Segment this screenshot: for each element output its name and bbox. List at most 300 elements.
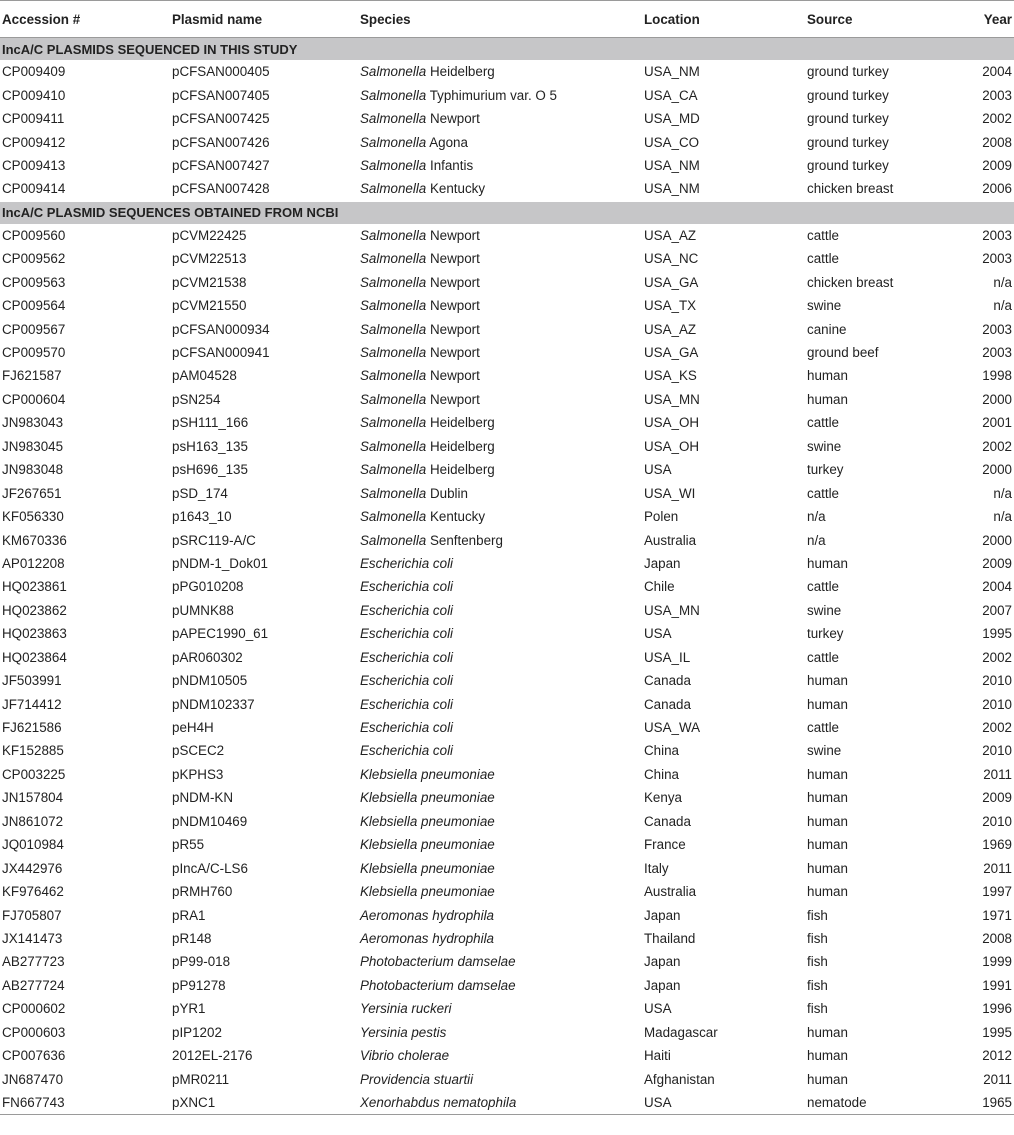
accession-cell: CP009567 <box>2 321 66 337</box>
species-serovar: Kentucky <box>426 509 486 525</box>
species-serovar: Newport <box>426 227 480 243</box>
accession-cell: AB277724 <box>2 977 65 993</box>
source-cell: human <box>807 837 848 853</box>
species-cell <box>358 692 642 715</box>
plasmid-name-cell: pSCEC2 <box>172 743 225 759</box>
species-cell <box>358 177 642 201</box>
species-cell <box>358 411 642 434</box>
location-cell: USA_AZ <box>644 227 697 243</box>
accession-cell: CP000603 <box>2 1024 66 1040</box>
plasmid-name-cell: pCVM22513 <box>172 251 247 267</box>
location-cell: USA_GA <box>644 274 699 290</box>
year-cell: 2007 <box>982 602 1012 618</box>
location-cell: China <box>644 766 679 782</box>
accession-cell: CP009411 <box>2 111 65 127</box>
plasmid-name-cell: pCFSAN000934 <box>172 321 270 337</box>
species-serovar: Newport <box>426 321 480 337</box>
source-cell: human <box>807 555 848 571</box>
year-cell: 2000 <box>982 532 1012 548</box>
accession-cell: KM670336 <box>2 532 67 548</box>
species-genus: Escherichia coli <box>360 720 454 736</box>
plasmid-name-cell: pIncA/C-LS6 <box>172 860 248 876</box>
source-cell: swine <box>807 743 842 759</box>
species-cell <box>358 528 642 551</box>
location-cell: USA <box>644 462 672 478</box>
species-genus: Yersinia pestis <box>360 1024 447 1040</box>
species-cell <box>358 739 642 762</box>
source-cell: ground turkey <box>807 64 889 80</box>
plasmid-name-cell: pNDM10469 <box>172 813 248 829</box>
year-cell: 2004 <box>982 579 1012 595</box>
table-body <box>0 38 1014 1115</box>
species-genus: Salmonella <box>360 87 427 103</box>
year-cell: 2010 <box>982 696 1012 712</box>
plasmid-name-cell: pSN254 <box>172 391 221 407</box>
species-cell <box>358 997 642 1020</box>
plasmid-name-cell: pNDM-KN <box>172 790 234 806</box>
year-cell: 1995 <box>982 626 1012 642</box>
plasmid-name-cell: pMR0211 <box>172 1071 230 1087</box>
year-cell: 2003 <box>982 87 1012 103</box>
species-serovar: Heidelberg <box>426 64 495 80</box>
species-cell <box>358 224 642 247</box>
location-cell: Thailand <box>644 930 696 946</box>
plasmid-name-cell: pSD_174 <box>172 485 228 501</box>
table-row <box>0 692 1014 715</box>
species-genus: Salmonella <box>360 532 427 548</box>
location-cell: USA_KS <box>644 368 697 384</box>
species-serovar: Typhimurium var. O 5 <box>426 87 557 103</box>
location-cell: Australia <box>644 884 697 900</box>
location-cell: Canada <box>644 813 691 829</box>
species-genus: Salmonella <box>360 111 427 127</box>
accession-cell: CP000602 <box>2 1001 66 1017</box>
accession-cell: KF152885 <box>2 743 64 759</box>
plasmid-name-cell: pRA1 <box>172 907 206 923</box>
year-cell: 2001 <box>982 415 1012 431</box>
source-cell: cattle <box>807 415 840 431</box>
location-cell: Japan <box>644 907 681 923</box>
year-cell: 2003 <box>982 227 1012 243</box>
year-cell: 2003 <box>982 321 1012 337</box>
accession-cell: FJ621587 <box>2 368 62 384</box>
source-cell: ground turkey <box>807 157 889 173</box>
accession-cell: HQ023863 <box>2 626 67 642</box>
location-cell: Canada <box>644 696 691 712</box>
location-cell: USA_WI <box>644 485 696 501</box>
table-row <box>0 1067 1014 1090</box>
species-cell <box>358 294 642 317</box>
accession-cell: HQ023864 <box>2 649 67 665</box>
species-serovar: Heidelberg <box>426 415 495 431</box>
source-cell: chicken breast <box>807 274 894 290</box>
accession-cell: FJ621586 <box>2 720 62 736</box>
plasmid-name-cell: psH163_135 <box>172 438 248 454</box>
year-cell: 1991 <box>982 977 1012 993</box>
species-genus: Escherichia coli <box>360 649 454 665</box>
table-row <box>0 599 1014 622</box>
accession-cell: JQ010984 <box>2 837 64 853</box>
species-serovar: Newport <box>426 251 480 267</box>
location-cell: Madagascar <box>644 1024 718 1040</box>
table-row <box>0 317 1014 340</box>
plasmid-name-cell: pAM04528 <box>172 368 237 384</box>
header-species: Species <box>358 1 642 38</box>
species-genus: Salmonella <box>360 368 427 384</box>
year-cell: 1997 <box>982 884 1012 900</box>
source-cell: swine <box>807 602 842 618</box>
source-cell: turkey <box>807 626 844 642</box>
species-genus: Salmonella <box>360 321 427 337</box>
species-genus: Providencia stuartii <box>360 1071 474 1087</box>
source-cell: cattle <box>807 579 840 595</box>
year-cell: 2011 <box>983 766 1012 782</box>
accession-cell: JF714412 <box>2 696 62 712</box>
year-cell: 1998 <box>982 368 1012 384</box>
species-serovar: Newport <box>426 368 480 384</box>
plasmid-name-cell: psH696_135 <box>172 462 248 478</box>
source-cell: cattle <box>807 649 840 665</box>
source-cell: human <box>807 884 848 900</box>
species-genus: Salmonella <box>360 298 427 314</box>
species-genus: Klebsiella pneumoniae <box>360 837 495 853</box>
species-cell <box>358 950 642 973</box>
accession-cell: KF056330 <box>2 509 64 525</box>
source-cell: ground beef <box>807 345 879 361</box>
location-cell: USA_NC <box>644 251 699 267</box>
header-accession: Accession # <box>0 1 170 38</box>
header-plasmid-name: Plasmid name <box>170 1 358 38</box>
header-year: Year <box>965 1 1014 38</box>
species-genus: Klebsiella pneumoniae <box>360 860 495 876</box>
species-cell <box>358 786 642 809</box>
species-genus: Salmonella <box>360 485 427 501</box>
species-cell <box>358 1021 642 1044</box>
source-cell: n/a <box>807 532 826 548</box>
species-genus: Photobacterium damselae <box>360 977 516 993</box>
year-cell: 2010 <box>982 743 1012 759</box>
location-cell: Australia <box>644 532 697 548</box>
accession-cell: JX141473 <box>2 930 63 946</box>
plasmid-name-cell: pAR060302 <box>172 649 243 665</box>
species-genus: Escherichia coli <box>360 555 454 571</box>
species-cell <box>358 388 642 411</box>
source-cell: fish <box>807 907 828 923</box>
species-cell <box>358 552 642 575</box>
species-cell <box>358 154 642 177</box>
source-cell: n/a <box>807 509 826 525</box>
species-cell <box>358 317 642 340</box>
plasmid-name-cell: pXNC1 <box>170 1091 358 1115</box>
location-cell: Chile <box>644 579 675 595</box>
table-row <box>0 974 1014 997</box>
location-cell: USA <box>644 626 672 642</box>
accession-cell: AB277723 <box>2 954 65 970</box>
location-cell: USA_NM <box>644 181 700 197</box>
species-serovar: Dublin <box>426 485 468 501</box>
accession-cell: JN983048 <box>2 462 64 478</box>
year-cell: 2003 <box>982 345 1012 361</box>
plasmid-name-cell: pCFSAN007428 <box>172 181 270 197</box>
accession-cell: KF976462 <box>2 884 64 900</box>
species-cell <box>358 83 642 106</box>
source-cell: cattle <box>807 485 840 501</box>
species-genus: Salmonella <box>360 462 427 478</box>
species-cell <box>358 646 642 669</box>
species-genus: Salmonella <box>360 227 427 243</box>
location-cell: Italy <box>644 860 669 876</box>
year-cell: 2010 <box>982 673 1012 689</box>
table-row <box>0 107 1014 130</box>
year-cell: 1995 <box>982 1024 1012 1040</box>
table-row <box>0 833 1014 856</box>
location-cell: Kenya <box>644 790 682 806</box>
table-row <box>0 1021 1014 1044</box>
source-cell: human <box>807 1071 848 1087</box>
source-cell: human <box>807 1024 848 1040</box>
year-cell: 2000 <box>982 462 1012 478</box>
accession-cell: JN157804 <box>2 790 64 806</box>
accession-cell: CP009563 <box>2 274 66 290</box>
plasmid-name-cell: pIP1202 <box>172 1024 222 1040</box>
plasmid-name-cell: pRMH760 <box>172 884 233 900</box>
accession-cell: FN667743 <box>0 1091 170 1115</box>
accession-cell: AP012208 <box>2 555 65 571</box>
accession-cell: CP009410 <box>2 87 66 103</box>
table-row <box>0 927 1014 950</box>
table-row <box>0 177 1014 201</box>
table-row <box>0 739 1014 762</box>
year-cell: 1971 <box>982 907 1012 923</box>
source-cell: cattle <box>807 227 840 243</box>
table-row <box>0 810 1014 833</box>
plasmid-name-cell: pCVM21538 <box>172 274 247 290</box>
table-row <box>0 716 1014 739</box>
location-cell: USA_WA <box>644 720 701 736</box>
source-cell: human <box>807 1048 848 1064</box>
species-genus: Escherichia coli <box>360 579 454 595</box>
plasmid-name-cell: pCVM21550 <box>172 298 247 314</box>
species-cell <box>358 833 642 856</box>
plasmid-name-cell: pCFSAN007425 <box>172 111 270 127</box>
year-cell: n/a <box>993 298 1012 314</box>
species-cell <box>358 927 642 950</box>
year-cell: 2011 <box>983 860 1012 876</box>
year-cell: n/a <box>993 509 1012 525</box>
year-cell: 2009 <box>982 790 1012 806</box>
species-serovar: Senftenberg <box>426 532 503 548</box>
species-genus: Yersinia ruckeri <box>360 1001 452 1017</box>
source-cell: ground turkey <box>807 134 889 150</box>
species-genus: Salmonella <box>360 64 427 80</box>
source-cell: cattle <box>807 720 840 736</box>
year-cell: 2008 <box>982 930 1012 946</box>
species-cell <box>358 247 642 270</box>
source-cell: human <box>807 696 848 712</box>
species-cell <box>358 60 642 83</box>
table-row <box>0 247 1014 270</box>
table-row <box>0 950 1014 973</box>
year-cell: 2010 <box>982 813 1012 829</box>
plasmid-name-cell: peH4H <box>172 720 214 736</box>
accession-cell: HQ023861 <box>2 579 67 595</box>
location-cell: USA_NM <box>644 157 700 173</box>
plasmid-name-cell: pAPEC1990_61 <box>172 626 269 642</box>
location-cell: USA_IL <box>644 649 691 665</box>
table-row <box>0 575 1014 598</box>
species-serovar: Newport <box>426 391 480 407</box>
species-genus: Vibrio cholerae <box>360 1048 450 1064</box>
accession-cell: CP003225 <box>2 766 66 782</box>
species-genus: Escherichia coli <box>360 696 454 712</box>
plasmid-name-cell: pNDM-1_Dok01 <box>172 555 269 571</box>
year-cell: 2008 <box>982 134 1012 150</box>
location-cell: Japan <box>644 954 681 970</box>
plasmid-name-cell: pR148 <box>172 930 212 946</box>
location-cell: Haiti <box>644 1048 671 1064</box>
header-source: Source <box>805 1 965 38</box>
year-cell: 1996 <box>982 1001 1012 1017</box>
source-cell: nematode <box>805 1091 965 1115</box>
header-location: Location <box>642 1 805 38</box>
species-cell <box>358 575 642 598</box>
plasmid-name-cell: pNDM102337 <box>172 696 255 712</box>
source-cell: swine <box>807 298 842 314</box>
species-serovar: Newport <box>426 274 480 290</box>
table-row <box>0 880 1014 903</box>
plasmid-name-cell: pYR1 <box>172 1001 206 1017</box>
species-cell <box>358 599 642 622</box>
table-row <box>0 763 1014 786</box>
species-genus: Klebsiella pneumoniae <box>360 766 495 782</box>
accession-cell: CP000604 <box>2 391 66 407</box>
accession-cell: JF267651 <box>2 485 62 501</box>
table-row <box>0 903 1014 926</box>
source-cell: human <box>807 391 848 407</box>
species-serovar: Heidelberg <box>426 462 495 478</box>
species-serovar: Newport <box>426 298 480 314</box>
source-cell: human <box>807 813 848 829</box>
species-cell <box>358 107 642 130</box>
source-cell: human <box>807 860 848 876</box>
year-cell: 2003 <box>982 251 1012 267</box>
species-genus: Escherichia coli <box>360 626 454 642</box>
year-cell: n/a <box>993 485 1012 501</box>
plasmid-name-cell: pR55 <box>172 837 205 853</box>
species-cell <box>358 763 642 786</box>
location-cell: USA_MN <box>644 602 700 618</box>
plasmid-name-cell: pCFSAN007405 <box>172 87 270 103</box>
accession-cell: CP009560 <box>2 227 66 243</box>
species-cell <box>358 1044 642 1067</box>
species-serovar: Agona <box>426 134 468 150</box>
species-genus: Salmonella <box>360 157 427 173</box>
location-cell: France <box>644 837 686 853</box>
table-row <box>0 786 1014 809</box>
species-serovar: Infantis <box>426 157 474 173</box>
plasmid-name-cell: pCVM22425 <box>172 227 247 243</box>
species-cell <box>358 669 642 692</box>
location-cell: USA_MD <box>644 111 700 127</box>
location-cell: Canada <box>644 673 691 689</box>
accession-cell: CP009570 <box>2 345 66 361</box>
species-cell <box>358 810 642 833</box>
species-genus: Xenorhabdus nematophila <box>360 1095 517 1111</box>
species-cell <box>358 856 642 879</box>
section-title: IncA/C PLASMIDS SEQUENCED IN THIS STUDY <box>0 38 1014 61</box>
table-row <box>0 294 1014 317</box>
year-cell: 2000 <box>982 391 1012 407</box>
species-cell <box>358 622 642 645</box>
year-cell: 1999 <box>982 954 1012 970</box>
accession-cell: FJ705807 <box>2 907 62 923</box>
location-cell: USA_CA <box>644 87 698 103</box>
source-cell: ground turkey <box>807 111 889 127</box>
species-serovar: Newport <box>426 111 480 127</box>
accession-cell: JN861072 <box>2 813 64 829</box>
location-cell: USA_OH <box>644 415 700 431</box>
table-row <box>0 411 1014 434</box>
location-cell: China <box>644 743 679 759</box>
table-row <box>0 83 1014 106</box>
year-cell: 2002 <box>982 720 1012 736</box>
plasmid-name-cell: pSH111_166 <box>172 415 249 431</box>
year-cell: 2012 <box>982 1048 1012 1064</box>
table-row <box>0 1091 1014 1115</box>
location-cell: Polen <box>644 509 679 525</box>
species-serovar: Kentucky <box>426 181 486 197</box>
year-cell: 2009 <box>982 157 1012 173</box>
species-genus: Salmonella <box>360 391 427 407</box>
species-genus: Salmonella <box>360 509 427 525</box>
accession-cell: CP007636 <box>2 1048 66 1064</box>
species-serovar: Heidelberg <box>426 438 495 454</box>
table-row <box>0 364 1014 387</box>
location-cell: USA_MN <box>644 391 700 407</box>
table-row <box>0 997 1014 1020</box>
source-cell: human <box>807 673 848 689</box>
section-title: IncA/C PLASMID SEQUENCES OBTAINED FROM NCBI <box>0 201 1014 224</box>
location-cell: USA_OH <box>644 438 700 454</box>
plasmid-name-cell: pKPHS3 <box>172 766 224 782</box>
species-genus: Klebsiella pneumoniae <box>360 790 495 806</box>
species-cell <box>358 271 642 294</box>
table-row <box>0 622 1014 645</box>
species-cell <box>358 505 642 528</box>
year-cell: 2002 <box>982 438 1012 454</box>
species-genus: Klebsiella pneumoniae <box>360 884 495 900</box>
species-genus: Escherichia coli <box>360 673 454 689</box>
table-row <box>0 154 1014 177</box>
table-row <box>0 271 1014 294</box>
year-cell: 1969 <box>982 837 1012 853</box>
year-cell: 2004 <box>982 64 1012 80</box>
table-row <box>0 856 1014 879</box>
plasmid-name-cell: 2012EL-2176 <box>172 1048 253 1064</box>
accession-cell: CP009412 <box>2 134 66 150</box>
table-row <box>0 481 1014 504</box>
location-cell: USA_TX <box>644 298 697 314</box>
table-row <box>0 646 1014 669</box>
location-cell: USA <box>642 1091 805 1115</box>
section-header-row <box>0 201 1014 224</box>
year-cell: 2006 <box>982 181 1012 197</box>
species-cell <box>358 974 642 997</box>
plasmid-name-cell: pCFSAN007426 <box>172 134 270 150</box>
species-serovar: Newport <box>426 345 480 361</box>
species-genus: Salmonella <box>360 415 427 431</box>
accession-cell: CP009414 <box>2 181 66 197</box>
